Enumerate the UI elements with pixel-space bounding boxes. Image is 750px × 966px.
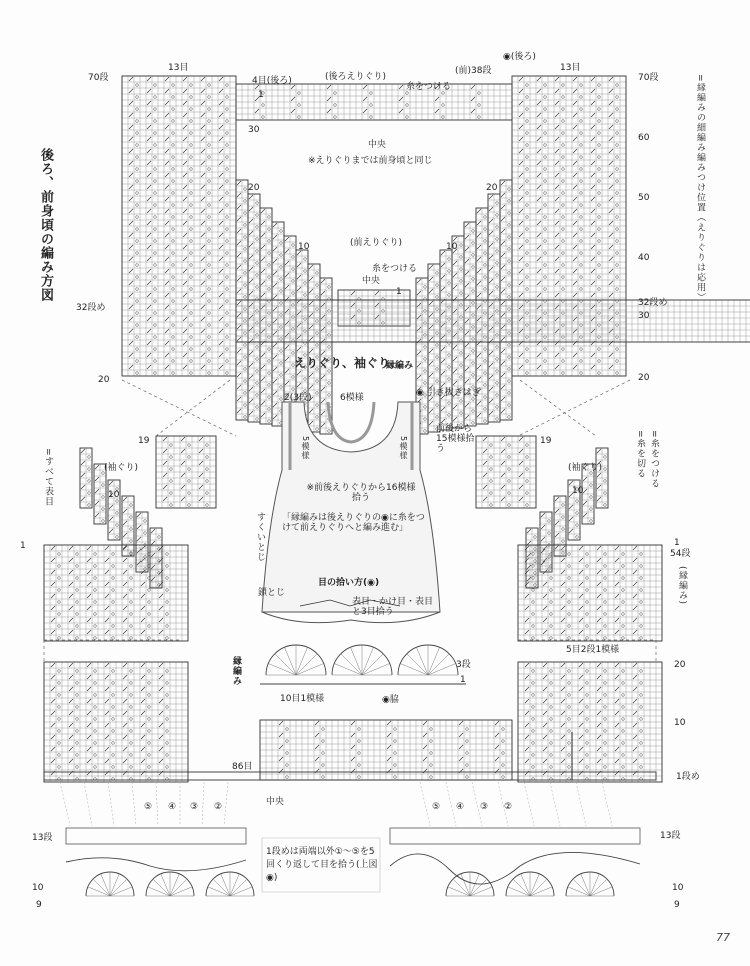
bottom-num-8: ② (504, 802, 513, 812)
side-right-19: 19 (540, 436, 552, 446)
row-30-right: 30 (638, 311, 650, 321)
side-left-19: 19 (138, 436, 150, 446)
side-r10: 10 (674, 718, 686, 728)
edge-scallop-3-rays (398, 645, 458, 675)
row-20-right: 20 (638, 373, 650, 383)
repeat-5: 5目2段1模様 (566, 645, 620, 655)
hem-wave-left (66, 858, 246, 871)
row-50-right: 50 (638, 193, 650, 203)
front-38-label: (前)38段 (455, 66, 492, 76)
hem-scallop-left-1-rays (86, 872, 134, 896)
hem-band-right (390, 828, 640, 844)
chart-armhole-left-step (108, 480, 120, 540)
attach-yarn-mid: 糸をつける (372, 264, 418, 274)
bottom-num-7: ③ (480, 802, 489, 812)
chart-armhole-left-step (122, 496, 134, 556)
row-20-left: 20 (98, 375, 110, 385)
side-right-1: 1 (674, 538, 680, 548)
width-13-right: 13目 (560, 63, 581, 73)
garment-neck-band (328, 402, 374, 442)
row-60-right: 60 (638, 133, 650, 143)
row-32-left: 32段め (76, 303, 106, 313)
chart-front-neck-step-left (308, 264, 320, 432)
chain-join: 鎖とじ (258, 588, 286, 598)
patterns-5-left: 5模様 (301, 436, 310, 461)
chart-lower-left (44, 662, 188, 782)
armpit-label: ◉脇 (382, 695, 399, 705)
bottom-note: 1段めは両端以外①〜⑤を5回くり返して目を拾う(上図◉) (266, 847, 378, 883)
bottom-num-1: ⑤ (144, 802, 153, 812)
center-bottom: 中央 (266, 797, 285, 807)
pickup-note: 表目・かけ目・表目と3目拾う (352, 597, 434, 617)
width-13-left: 13目 (168, 63, 189, 73)
row-9-right: 9 (674, 900, 680, 910)
connector-right-2 (520, 380, 596, 436)
hem-side-join: すくいとじ (255, 512, 265, 562)
side-r1: 1段め (676, 772, 700, 782)
patterns-5-right: 5模様 (399, 436, 408, 461)
row-40-right: 40 (638, 253, 650, 263)
legend-edge-position: =縁編みの細編み編みつけ位置（えりぐりは応用） (695, 74, 705, 303)
edge-scallop-2-rays (332, 645, 392, 675)
chart-armhole-right-step (582, 464, 594, 524)
edge-rows-3: 3段 (456, 660, 471, 670)
side-left-10: 10 (108, 490, 120, 500)
side-r20: 20 (674, 660, 686, 670)
bottom-num-3: ③ (190, 802, 199, 812)
back-mark-label: ◉(後ろ) (503, 52, 536, 62)
pickup-title: 目の拾い方(◉) (318, 578, 380, 588)
repeat-10: 10目1模様 (280, 694, 325, 704)
row-70-left: 70段 (88, 73, 109, 83)
edge-note: 「縁編みは後えりぐりの◉に糸をつけて前えりぐりへと編み進む」 (282, 513, 425, 533)
pick-16-note: ※前後えりぐりから16模様拾う (306, 483, 416, 503)
chart-lower-right (518, 662, 662, 782)
bottom-num-6: ④ (456, 802, 465, 812)
row-13-left: 13段 (32, 833, 53, 843)
row-30-top: 30 (248, 125, 260, 135)
center-mid: 中央 (362, 276, 381, 286)
chart-armhole-left-top (156, 436, 216, 508)
row-70-right: 70段 (638, 73, 659, 83)
side-right-54: 54段 (670, 549, 691, 559)
hem-scallop-left-3-rays (206, 872, 254, 896)
attach-yarn-top: 糸をつける (406, 82, 452, 92)
row-10-left: 10 (32, 883, 44, 893)
row-32-right: 32段め (638, 298, 668, 308)
bottom-num-2: ④ (168, 802, 177, 812)
hem-wave-right (390, 852, 640, 884)
page-title: 後ろ、前身頃の編み方図 (38, 148, 53, 302)
hem-scallop-right-3-rays (566, 872, 614, 896)
hem-band-left (66, 828, 246, 844)
armhole-left: (袖ぐり) (104, 463, 139, 473)
bottom-num-4: ② (214, 802, 223, 812)
hem-scallop-right-2-rays (506, 872, 554, 896)
chart-armhole-right-top (476, 436, 536, 508)
back-note: 4目(後ろ) (252, 76, 292, 86)
row-10-mid-left: 10 (298, 242, 310, 252)
row-1-mid-right: 1 (396, 287, 402, 297)
patterns-6: 6模様 (340, 393, 364, 403)
chart-lower-center (260, 720, 512, 780)
center-top: 中央 (368, 140, 387, 150)
chart-side-left (44, 545, 188, 641)
rows-2-3: 2(3段) (284, 393, 312, 403)
slip-stitch-label: ◉ 引き抜きはぎ (416, 388, 481, 398)
edge-label: 縁編み (231, 656, 241, 686)
row-20-mid-right: 20 (486, 183, 498, 193)
bottom-num-5: ⑤ (432, 802, 441, 812)
back-neck-label: (後ろえりぐり) (325, 72, 387, 82)
hem-fan-lines (60, 782, 612, 826)
front-neck-label: (前えりぐり) (350, 238, 403, 248)
page-number: 77 (716, 931, 730, 944)
row-10-right: 10 (672, 883, 684, 893)
section-heading: えりぐり、袖ぐり (294, 356, 391, 370)
stitches-86: 86目 (232, 762, 253, 772)
side-right-10: 10 (572, 486, 584, 496)
connector-right-1 (518, 380, 630, 436)
chart-front-neck-step-right (428, 264, 440, 432)
row-9-left: 9 (36, 900, 42, 910)
legend-cut-yarn: =糸を切る (635, 430, 645, 479)
chart-mid-body-row (236, 300, 750, 342)
legend-attach-yarn: =糸をつける (649, 430, 659, 489)
chart-armhole-left-step (94, 464, 106, 524)
row-1-top: 1 (258, 90, 264, 100)
row-20-mid-left: 20 (248, 183, 260, 193)
edge-right-label: (縁編み) (677, 566, 687, 606)
armhole-right: (袖ぐり) (568, 463, 603, 473)
chart-back-neck-band (236, 84, 512, 120)
edge-row-1: 1 (460, 675, 466, 685)
row-10-mid-right: 10 (446, 242, 458, 252)
front-back-15: 前後から15模様拾う (436, 424, 475, 454)
connector-left-2 (156, 380, 230, 436)
section-heading-sub: 縁編み (386, 361, 414, 371)
chart-top-left-column (122, 76, 236, 376)
chart-top-right-column (512, 76, 626, 376)
legend-plain-stitch: =すべて表目 (43, 448, 53, 507)
side-left-1: 1 (20, 541, 26, 551)
neck-same-note: ※えりぐりまでは前身頃と同じ (308, 156, 433, 166)
row-13-right: 13段 (660, 831, 681, 841)
hem-scallop-right-1-rays (446, 872, 494, 896)
hem-scallop-left-2-rays (146, 872, 194, 896)
chart-armhole-left-step (80, 448, 92, 508)
chart-armhole-right-step (596, 448, 608, 508)
edge-scallop-1-rays (266, 645, 326, 675)
